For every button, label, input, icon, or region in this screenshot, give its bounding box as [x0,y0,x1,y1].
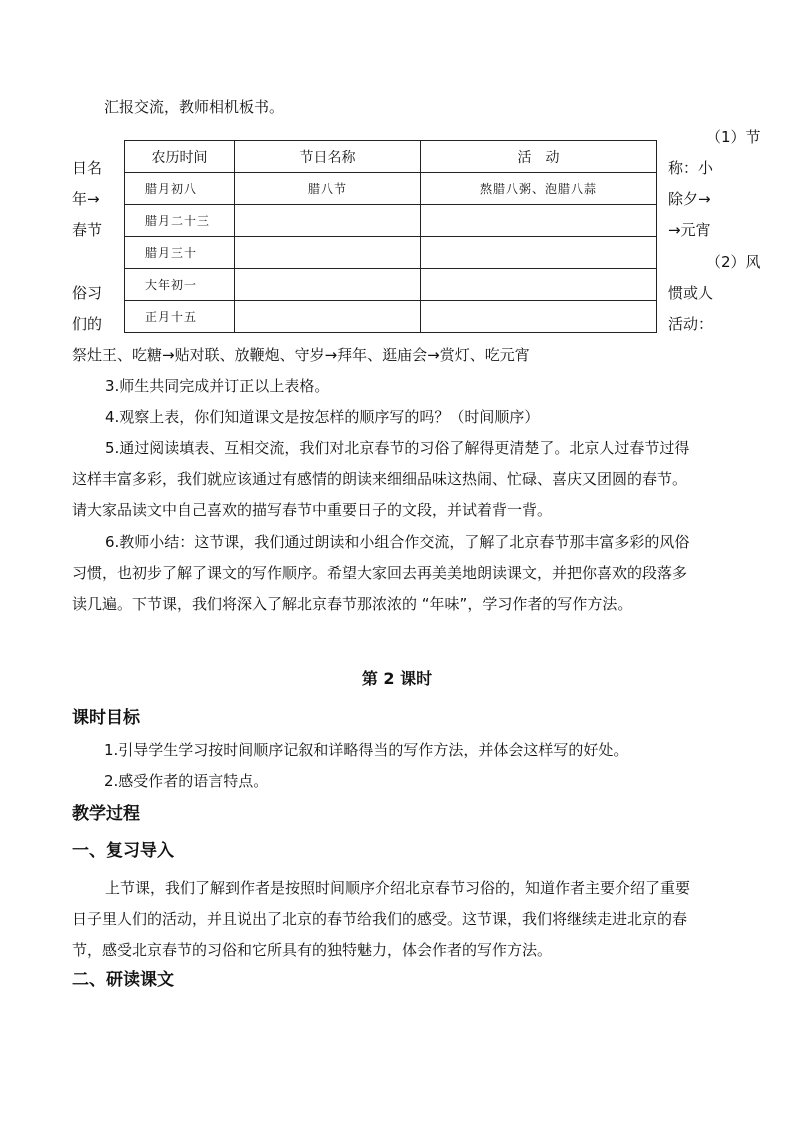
step-3 [72,371,734,402]
table-cell-date: 正月十五 [125,301,235,333]
step-line: 5.通过阅读填表、互相交流，我们对北京春节的习俗了解得更清楚了。北京人过春节过得 [105,439,690,457]
right-margin-line: （1）节 [706,128,761,146]
right-margin-line: 除夕→ [668,190,711,208]
step-line: 请大家品读文中自己喜欢的描写春节中重要日子的文段，并试着背一背。 [72,501,553,519]
right-margin-line: （2）风 [706,253,761,271]
step-line: 这样丰富多彩，我们就应该通过有感情的朗读来细细品味这热闹、忙碌、喜庆又团圆的春节。 [72,470,688,488]
header-lunar-time: 农历时间 [125,141,235,173]
section1-heading: 一、复习导入 [72,841,174,861]
table-cell-festival [235,269,421,301]
table-cell-festival: 腊八节 [235,173,421,205]
section2-heading: 二、研读课文 [72,970,174,990]
step-5 [72,433,734,526]
table-cell-activity [421,205,657,237]
table-cell-date: 腊月二十三 [125,205,235,237]
table-row [125,301,657,333]
customs-line: 祭灶王、吃糖→贴对联、放鞭炮、守岁→拜年、逛庙会→赏灯、吃元宵 [72,346,530,364]
table-cell-date: 腊月初八 [125,173,235,205]
table-row [125,269,657,301]
step-line: 读几遍。下节课，我们将深入了解北京春节那浓浓的 “年味”，学习作者的写作方法。 [72,595,633,613]
left-margin-line: 俗习 [72,284,103,302]
table-row [125,173,657,205]
table-cell-date: 大年初一 [125,269,235,301]
left-margin-line: 春节 [72,221,103,239]
process-heading: 教学过程 [72,804,140,824]
right-margin-line: →元宵 [668,221,711,239]
table-header-row [125,141,657,173]
table-row [125,237,657,269]
left-margin-line: 年→ [72,190,100,208]
section1-paragraph [72,873,734,966]
objectives-heading: 课时目标 [72,708,140,728]
header-festival-name: 节日名称 [235,141,421,173]
intro-line: 汇报交流，教师相机板书。 [104,98,285,116]
header-activity: 活 动 [421,141,657,173]
left-margin-line: 日名 [72,159,103,177]
table-cell-festival [235,237,421,269]
paragraph-line: 节，感受北京春节的习俗和它所具有的独特魅力，体会作者的写作方法。 [72,941,553,959]
festival-table [124,140,657,333]
lesson-title: 第 2 课时 [361,669,433,688]
objective-item: 1.引导学生学习按时间顺序记叙和详略得当的写作方法，并体会这样写的好处。 [104,741,629,759]
paragraph-line: 上节课，我们了解到作者是按照时间顺序介绍北京春节习俗的，知道作者主要介绍了重要 [105,879,691,897]
objective-item: 2.感受作者的语言特点。 [104,772,269,790]
step-4 [72,402,734,433]
right-margin-line: 称：小 [668,159,714,177]
paragraph-line: 日子里人们的活动，并且说出了北京的春节给我们的感受。这节课，我们将继续走进北京的春 [72,910,688,928]
right-margin-line: 惯或人 [668,284,714,302]
table-cell-festival [235,205,421,237]
table-row [125,205,657,237]
step-line: 习惯，也初步了解了课文的写作顺序。希望大家回去再美美地朗读课文，并把你喜欢的段落多 [72,564,688,582]
table-cell-activity [421,301,657,333]
table-cell-activity [421,269,657,301]
right-margin-line: 活动： [668,315,714,333]
step-line: 3.师生共同完成并订正以上表格。 [105,377,330,395]
table-cell-activity: 熬腊八粥、泡腊八蒜 [421,173,657,205]
table-cell-festival [235,301,421,333]
step-6 [72,527,734,620]
table-cell-activity [421,237,657,269]
step-line: 6.教师小结：这节课，我们通过朗读和小组合作交流，了解了北京春节那丰富多彩的风俗 [105,533,690,551]
table-cell-date: 腊月三十 [125,237,235,269]
step-line: 4.观察上表，你们知道课文是按怎样的顺序写的吗？（时间顺序） [105,408,540,426]
left-margin-line: 们的 [72,315,103,333]
